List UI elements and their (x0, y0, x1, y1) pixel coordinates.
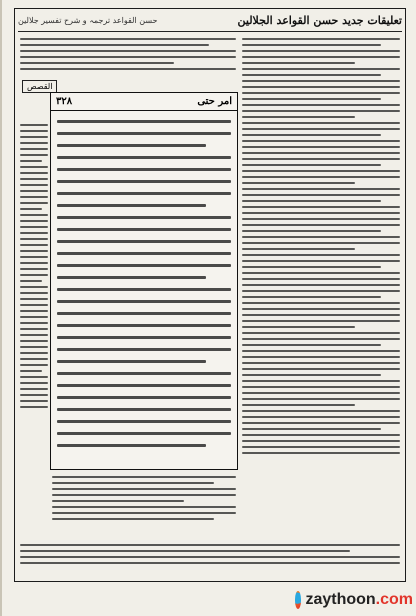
zaythoon-logo-icon (295, 591, 301, 609)
quran-box-header (51, 93, 237, 111)
watermark (295, 589, 413, 611)
page-number: ۳۲۸ (56, 96, 73, 107)
watermark-text: zaythoon.com (305, 591, 413, 608)
page-title: تعلیقات جدید حسن القواعد الجلالین (237, 13, 402, 27)
page-subtitle: حسن القواعد ترجمہ و شرح تفسیر جلالین (18, 15, 158, 25)
commentary-column-right (240, 34, 402, 572)
commentary-column-left (18, 120, 50, 572)
quran-box-label: امر حتی (197, 96, 232, 107)
quran-text-box (50, 92, 238, 470)
page-header (18, 9, 402, 32)
surah-badge: القصص (22, 80, 57, 93)
quran-verses (51, 120, 237, 447)
commentary-block-footer (18, 540, 402, 580)
